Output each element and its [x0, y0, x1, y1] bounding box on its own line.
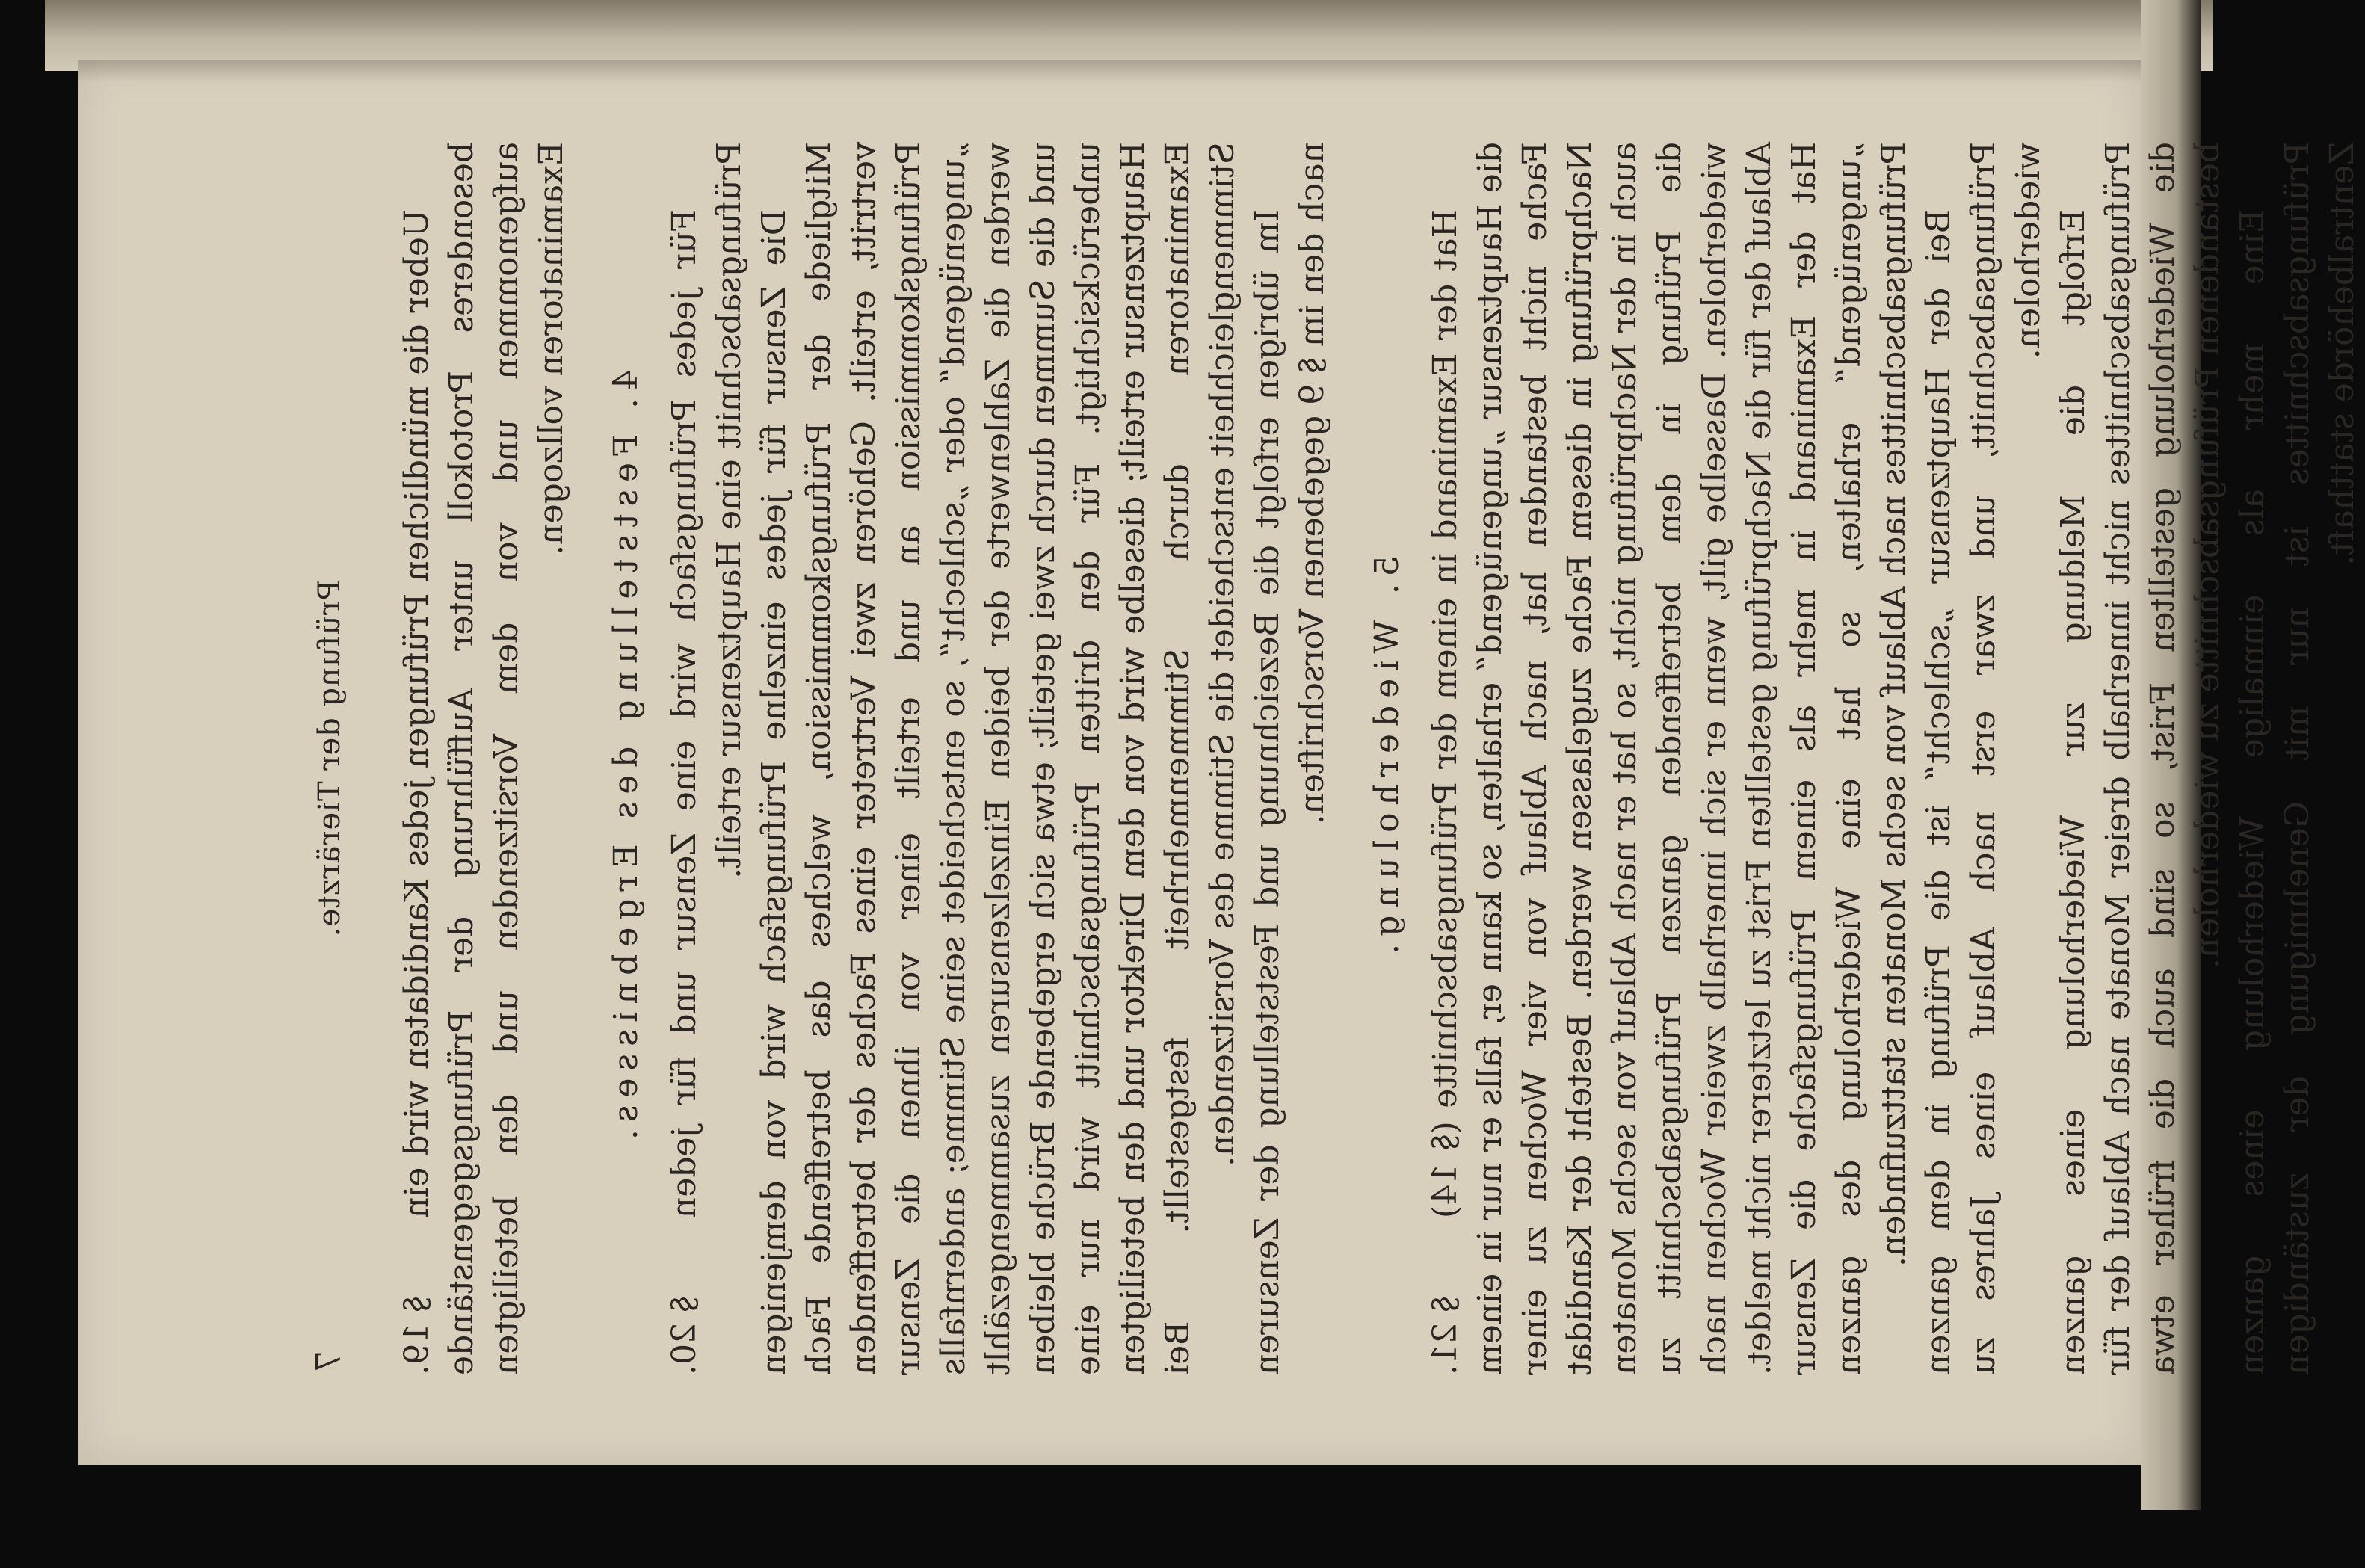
section-heading-repetition: 5. Wiederholung. [1368, 555, 1406, 962]
page-number: 7 [308, 1350, 348, 1372]
paragraph-text: Ueber die mündlichen Prüfungen jedes Kandidaten wird ein besonderes Protokoll unter Aufführung der Prüfungsgegenstände aufgenommen und von dem Vorsitzenden und den beteiligten Examinatoren vollzogen. [398, 142, 570, 1375]
paragraph-text: Bei der Hauptzensur „schlecht“ ist die Prüfung in dem ganzen Prüfungsabschnitt, und zwar erst nach Ablauf eines Jahres zu wiederholen. [1920, 142, 2047, 1375]
section-heading-result: 4. Feststellung des Ergebnisses. [607, 369, 645, 1148]
section-mark-19: § 19. [398, 1296, 436, 1375]
paragraph-censure-detail [752, 142, 1245, 1375]
paragraph-repetition-bad [1917, 142, 2051, 1375]
page-text-block [305, 142, 2361, 1375]
paragraph-repetition-rule [1423, 142, 1917, 1375]
section-mark-21: § 21. [1426, 1296, 1464, 1375]
paragraph-repetition-limit [2230, 142, 2365, 1375]
running-head: Prüfung der Tierärzte. [312, 579, 347, 938]
paragraph-text: Für jedes Prüfungsfach wird eine Zensur und für jeden Prüfungsabschnitt eine Hauptzensur erteilt. [665, 142, 748, 1219]
paragraph-text: Eine mehr als einmalige Wiederholung eines ganzen Prüfungsabschnittes ist nur mit Genehmigung der zuständigen Zentralbehörde statthaft. [2233, 142, 2361, 1375]
paragraph-text: Erfolgt die Meldung zur Wiederholung eines ganzen Prüfungsabschnittes nicht innerhalb dreier Monate nach Ablauf der für die Wiederholung gestellten Frist, so sind auch die früher etwa bestandenen Prüfungsabschnitte zu wiederholen. [2054, 142, 2227, 1375]
page-body [395, 142, 2365, 1375]
paragraph-text: Hat der Examinand in einem der Prüfungsabschnitte (§ 14) die Hauptzensur „ungenügend“ erhalten, so kann er, falls er nur in einem Fache nicht bestanden hat, nach Ablauf von vier Wochen zu einer Nachprüfung in diesem Fache zugelassen werden. Besteht der Kandidat auch in der Nachprüfung nicht, so hat er nach Ablauf von sechs Monaten die Prüfung in dem betreffenden ganzen Prüfungsabschnitt zu wiederholen. Dasselbe gilt, wenn er sich innerhalb zweier Wochen nach Ablauf der für die Nachprüfung gestellten Frist zu letzterer nicht meldet. Hat der Examinand in mehr als einem Prüfungsfache die Zensur „ungenügend“ erhalten, so hat eine Wiederholung des ganzen Prüfungsabschnittes nach Ablauf von sechs Monaten stattzufinden. [1426, 142, 1913, 1375]
page-fold-shadow [78, 60, 2141, 82]
paragraph-repetition-deadline [2051, 142, 2230, 1375]
paragraph-text: Im übrigen erfolgt die Bezeichnung und Feststellung der Zensuren nach den im § 9 gegebenen Vorschriften. [1248, 142, 1331, 1375]
paragraph-censure-reference [1245, 142, 1335, 1375]
paragraph-censure-rule [662, 142, 752, 1375]
paragraph-text: Die Zensur für jedes einzelne Prüfungsfach wird von demjenigen Mitgliede der Prüfungskommission, welches das betreffende Fach vertritt, erteilt. Gehören zwei Vertreter eines Faches der betreffenden Prüfungskommission an und erteilt einer von ihnen die Zensur „ungenügend“ oder „schlecht“, so entscheidet seine Stimme; andernfalls werden die Zahlenwerte der beiden Einzelzensuren zusammengezählt und die Summen durch zwei geteilt; etwa sich ergebende Brüche bleiben unberücksichtigt. Für den dritten Prüfungsabschnitt wird nur eine Hauptzensur erteilt; dieselbe wird von dem Direktor und den beteiligten Examinatoren durch Stimmenmehrheit festgestellt. Bei Stimmengleichheit entscheidet die Stimme des Vorsitzenden. [755, 142, 1242, 1375]
page-header [305, 142, 365, 1375]
section-mark-20: § 20. [665, 1296, 703, 1375]
paragraph-protocol [395, 142, 574, 1375]
